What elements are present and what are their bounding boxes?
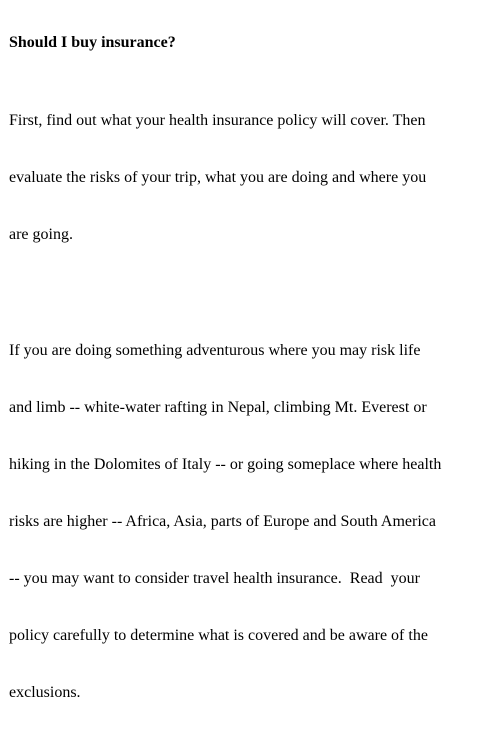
article-heading: Should I buy insurance? [9, 34, 176, 51]
paragraph-2 [9, 303, 494, 740]
spacer [9, 282, 494, 303]
article [9, 33, 494, 740]
paragraph-1 [9, 73, 494, 282]
paragraph-1-line: First, find out what your health insurance policy will cover. Then [9, 112, 426, 129]
paragraph-2-line: If you are doing something adventurous where you may risk life [9, 342, 421, 359]
paragraph-2-line: risks are higher -- Africa, Asia, parts of Europe and South America [9, 513, 436, 530]
paragraph-2-line: exclusions. [9, 684, 81, 701]
paragraph-2-line: and limb -- white-water rafting in Nepal, climbing Mt. Everest or [9, 399, 427, 416]
spacer [9, 52, 494, 73]
paragraph-2-line: hiking in the Dolomites of Italy -- or going someplace where health [9, 456, 442, 473]
paragraph-1-line: are going. [9, 226, 73, 243]
paragraph-2-line: -- you may want to consider travel health insurance. Read your [9, 570, 420, 587]
paragraph-2-line: policy carefully to determine what is covered and be aware of the [9, 627, 428, 644]
paragraph-1-line: evaluate the risks of your trip, what you are doing and where you [9, 169, 427, 186]
